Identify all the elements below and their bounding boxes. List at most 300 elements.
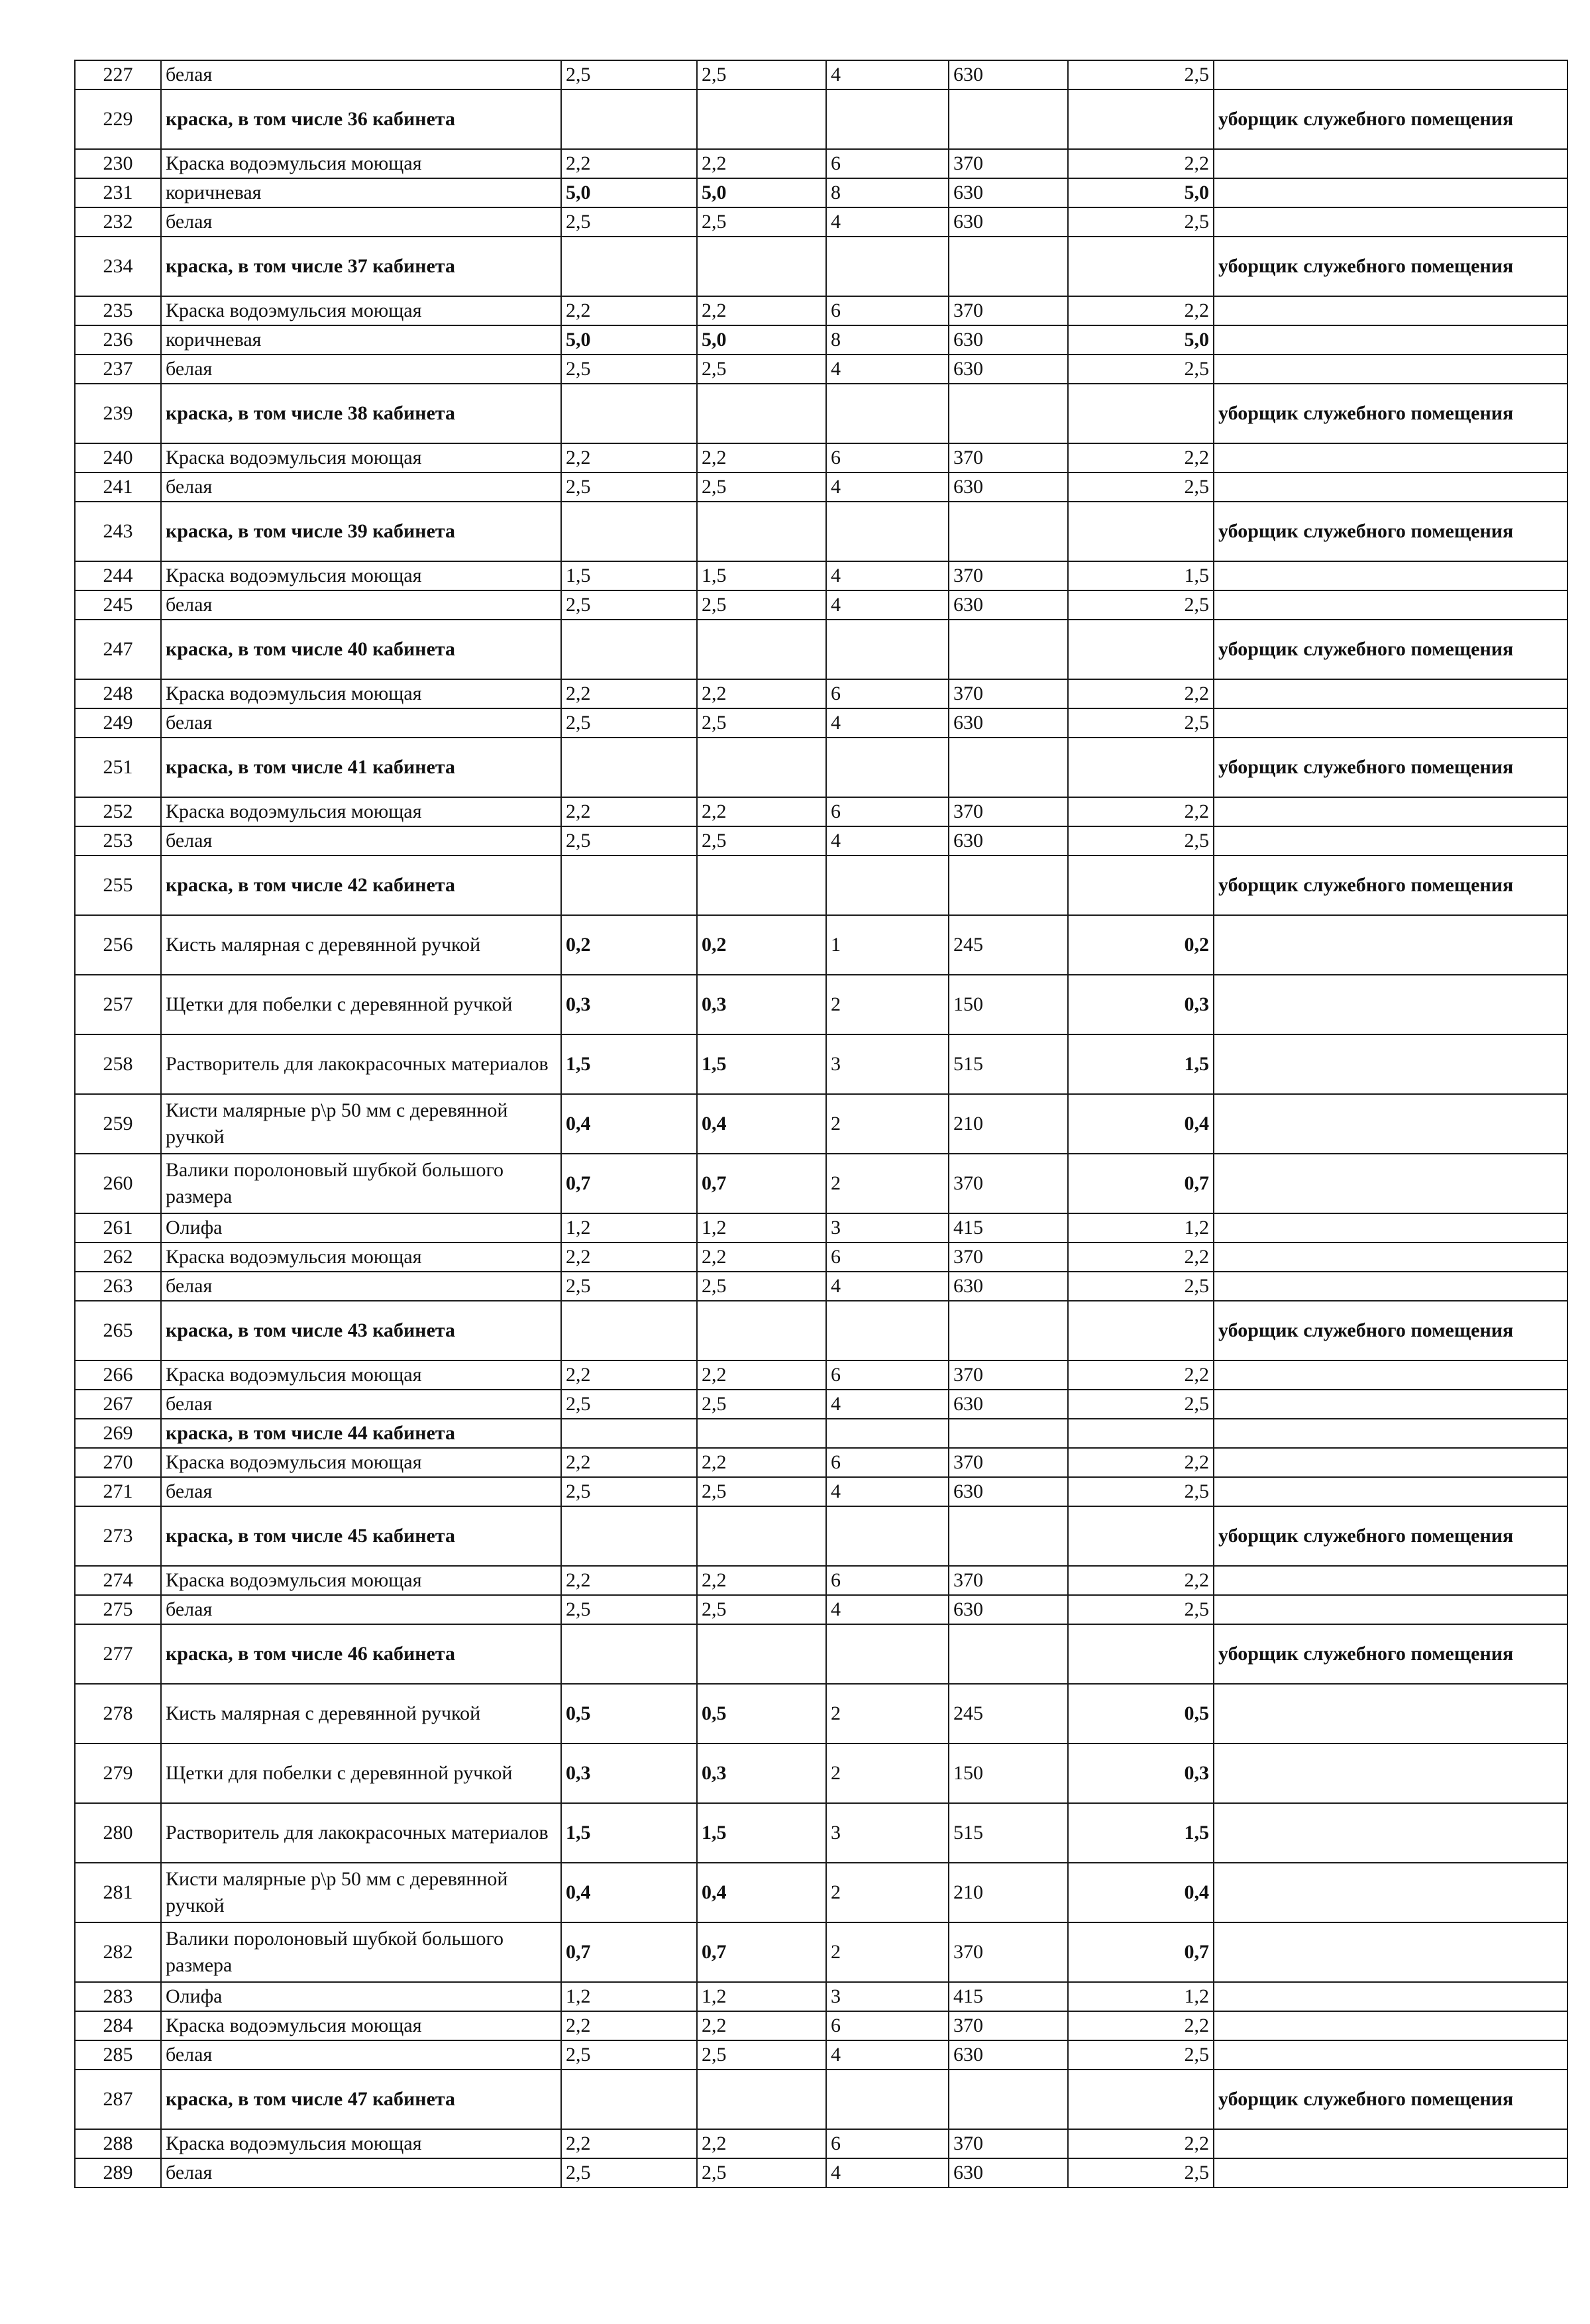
total-cell: 2,5 [1068, 2158, 1214, 2187]
quantity-a-cell [561, 1506, 697, 1566]
row-number-cell: 249 [75, 708, 161, 738]
note-cell: уборщик служебного помещения [1214, 620, 1567, 679]
quantity-a-cell: 1,2 [561, 1982, 697, 2011]
row-number-cell: 236 [75, 325, 161, 355]
table-row [75, 1922, 1567, 1982]
quantity-c-cell: 2 [826, 975, 949, 1034]
item-name-cell: белая [161, 708, 561, 738]
note-cell [1214, 1595, 1567, 1624]
item-name-cell: Краска водоэмульсия моющая [161, 2129, 561, 2158]
table-row [75, 826, 1567, 856]
item-name-cell: Краска водоэмульсия моющая [161, 443, 561, 472]
price-cell: 370 [949, 1243, 1068, 1272]
total-cell: 2,5 [1068, 826, 1214, 856]
row-number-cell: 283 [75, 1982, 161, 2011]
note-cell [1214, 826, 1567, 856]
item-name-cell: краска, в том числе 43 кабинета [161, 1301, 561, 1360]
row-number-cell: 263 [75, 1272, 161, 1301]
item-name-cell: коричневая [161, 178, 561, 207]
price-cell: 630 [949, 1477, 1068, 1506]
row-number-cell: 289 [75, 2158, 161, 2187]
total-cell: 1,5 [1068, 1034, 1214, 1094]
row-number-cell: 251 [75, 738, 161, 797]
total-cell: 2,5 [1068, 2040, 1214, 2070]
quantity-a-cell: 2,2 [561, 2011, 697, 2040]
quantity-a-cell: 2,5 [561, 1595, 697, 1624]
total-cell: 2,2 [1068, 2129, 1214, 2158]
quantity-a-cell [561, 738, 697, 797]
table-row [75, 590, 1567, 620]
row-number-cell: 255 [75, 856, 161, 915]
row-number-cell: 285 [75, 2040, 161, 2070]
note-cell [1214, 2129, 1567, 2158]
total-cell [1068, 2070, 1214, 2129]
quantity-a-cell [561, 502, 697, 561]
quantity-c-cell [826, 1419, 949, 1448]
quantity-b-cell: 0,7 [697, 1154, 826, 1213]
quantity-a-cell: 2,5 [561, 2158, 697, 2187]
quantity-b-cell: 2,5 [697, 2040, 826, 2070]
table-row [75, 1213, 1567, 1243]
item-name-cell: Краска водоэмульсия моющая [161, 1243, 561, 1272]
item-name-cell: краска, в том числе 46 кабинета [161, 1624, 561, 1684]
total-cell [1068, 89, 1214, 149]
item-name-cell: белая [161, 826, 561, 856]
price-cell: 630 [949, 472, 1068, 502]
note-cell [1214, 1213, 1567, 1243]
row-number-cell: 257 [75, 975, 161, 1034]
note-cell: уборщик служебного помещения [1214, 89, 1567, 149]
quantity-c-cell: 4 [826, 826, 949, 856]
note-cell [1214, 1566, 1567, 1595]
quantity-b-cell [697, 237, 826, 296]
table-row [75, 1448, 1567, 1477]
row-number-cell: 247 [75, 620, 161, 679]
item-name-cell: Олифа [161, 1213, 561, 1243]
quantity-b-cell [697, 384, 826, 443]
quantity-b-cell: 1,5 [697, 1034, 826, 1094]
price-cell: 370 [949, 1566, 1068, 1595]
quantity-a-cell [561, 856, 697, 915]
total-cell: 0,5 [1068, 1684, 1214, 1743]
row-number-cell: 256 [75, 915, 161, 975]
table-section-header-row [75, 1624, 1567, 1684]
quantity-b-cell [697, 502, 826, 561]
table-section-header-row [75, 620, 1567, 679]
note-cell [1214, 207, 1567, 237]
table-row [75, 355, 1567, 384]
quantity-a-cell: 0,4 [561, 1863, 697, 1922]
table-section-header-row [75, 89, 1567, 149]
note-cell: уборщик служебного помещения [1214, 1301, 1567, 1360]
quantity-b-cell [697, 1506, 826, 1566]
quantity-c-cell: 3 [826, 1803, 949, 1863]
price-cell: 370 [949, 797, 1068, 826]
item-name-cell: белая [161, 1272, 561, 1301]
table-section-header-row [75, 1419, 1567, 1448]
item-name-cell: коричневая [161, 325, 561, 355]
table-section-header-row [75, 856, 1567, 915]
quantity-a-cell: 2,5 [561, 826, 697, 856]
row-number-cell: 265 [75, 1301, 161, 1360]
note-cell: уборщик служебного помещения [1214, 237, 1567, 296]
table-row [75, 2158, 1567, 2187]
quantity-a-cell: 2,2 [561, 1566, 697, 1595]
row-number-cell: 269 [75, 1419, 161, 1448]
note-cell [1214, 708, 1567, 738]
total-cell [1068, 1301, 1214, 1360]
price-cell: 210 [949, 1863, 1068, 1922]
note-cell [1214, 1863, 1567, 1922]
quantity-c-cell [826, 1506, 949, 1566]
item-name-cell: краска, в том числе 47 кабинета [161, 2070, 561, 2129]
row-number-cell: 245 [75, 590, 161, 620]
quantity-b-cell: 0,2 [697, 915, 826, 975]
quantity-a-cell: 2,5 [561, 590, 697, 620]
table-row [75, 1863, 1567, 1922]
item-name-cell: Краска водоэмульсия моющая [161, 1360, 561, 1390]
note-cell [1214, 2011, 1567, 2040]
item-name-cell: Щетки для побелки с деревянной ручкой [161, 1743, 561, 1803]
row-number-cell: 252 [75, 797, 161, 826]
note-cell [1214, 178, 1567, 207]
quantity-b-cell: 2,5 [697, 1595, 826, 1624]
total-cell: 2,2 [1068, 797, 1214, 826]
row-number-cell: 262 [75, 1243, 161, 1272]
item-name-cell: Растворитель для лакокрасочных материалов [161, 1803, 561, 1863]
total-cell: 0,2 [1068, 915, 1214, 975]
quantity-c-cell: 6 [826, 149, 949, 178]
item-name-cell: Краска водоэмульсия моющая [161, 1566, 561, 1595]
quantity-a-cell: 2,5 [561, 1390, 697, 1419]
price-cell: 370 [949, 1154, 1068, 1213]
quantity-a-cell [561, 237, 697, 296]
row-number-cell: 229 [75, 89, 161, 149]
total-cell: 0,3 [1068, 975, 1214, 1034]
note-cell [1214, 975, 1567, 1034]
quantity-b-cell: 2,2 [697, 1360, 826, 1390]
quantity-b-cell: 2,5 [697, 355, 826, 384]
total-cell: 2,2 [1068, 1360, 1214, 1390]
quantity-b-cell: 5,0 [697, 178, 826, 207]
quantity-a-cell [561, 384, 697, 443]
quantity-b-cell: 5,0 [697, 325, 826, 355]
quantity-c-cell [826, 237, 949, 296]
price-cell [949, 2070, 1068, 2129]
price-cell [949, 1506, 1068, 1566]
note-cell [1214, 561, 1567, 590]
price-cell: 415 [949, 1982, 1068, 2011]
quantity-c-cell: 4 [826, 472, 949, 502]
quantity-b-cell: 1,2 [697, 1982, 826, 2011]
row-number-cell: 280 [75, 1803, 161, 1863]
quantity-b-cell: 2,5 [697, 1477, 826, 1506]
quantity-a-cell: 2,2 [561, 797, 697, 826]
quantity-b-cell [697, 2070, 826, 2129]
total-cell: 2,5 [1068, 60, 1214, 89]
quantity-b-cell [697, 856, 826, 915]
quantity-c-cell: 6 [826, 2129, 949, 2158]
quantity-b-cell [697, 738, 826, 797]
note-cell [1214, 590, 1567, 620]
row-number-cell: 284 [75, 2011, 161, 2040]
quantity-a-cell: 5,0 [561, 325, 697, 355]
note-cell [1214, 1477, 1567, 1506]
table-row [75, 1154, 1567, 1213]
table-row [75, 472, 1567, 502]
table-row [75, 325, 1567, 355]
total-cell: 0,4 [1068, 1094, 1214, 1154]
row-number-cell: 241 [75, 472, 161, 502]
table-row [75, 1272, 1567, 1301]
price-cell: 245 [949, 915, 1068, 975]
quantity-b-cell: 1,5 [697, 561, 826, 590]
quantity-c-cell: 8 [826, 325, 949, 355]
price-cell [949, 1624, 1068, 1684]
quantity-c-cell: 8 [826, 178, 949, 207]
quantity-b-cell [697, 89, 826, 149]
quantity-c-cell: 6 [826, 1243, 949, 1272]
note-cell [1214, 443, 1567, 472]
quantity-c-cell [826, 1624, 949, 1684]
note-cell [1214, 679, 1567, 708]
price-cell: 415 [949, 1213, 1068, 1243]
quantity-a-cell: 2,5 [561, 207, 697, 237]
quantity-c-cell: 4 [826, 590, 949, 620]
item-name-cell: белая [161, 1595, 561, 1624]
price-cell: 370 [949, 1360, 1068, 1390]
table-row [75, 2040, 1567, 2070]
quantity-a-cell: 2,5 [561, 60, 697, 89]
quantity-c-cell: 4 [826, 355, 949, 384]
table-section-header-row [75, 738, 1567, 797]
price-cell: 370 [949, 679, 1068, 708]
note-cell [1214, 296, 1567, 325]
price-cell: 630 [949, 207, 1068, 237]
table-section-header-row [75, 384, 1567, 443]
table-row [75, 1743, 1567, 1803]
total-cell: 2,5 [1068, 207, 1214, 237]
total-cell [1068, 738, 1214, 797]
item-name-cell: белая [161, 1477, 561, 1506]
table-row [75, 1982, 1567, 2011]
item-name-cell: белая [161, 472, 561, 502]
table-row [75, 1595, 1567, 1624]
item-name-cell: Валики поролоновый шубкой большого размера [161, 1922, 561, 1982]
price-cell: 630 [949, 2158, 1068, 2187]
total-cell: 5,0 [1068, 178, 1214, 207]
table-row [75, 1803, 1567, 1863]
item-name-cell: Кисти малярные р\р 50 мм с деревянной ручкой [161, 1094, 561, 1154]
price-cell: 370 [949, 2011, 1068, 2040]
quantity-b-cell: 2,2 [697, 2011, 826, 2040]
quantity-c-cell: 2 [826, 1922, 949, 1982]
price-cell: 370 [949, 2129, 1068, 2158]
row-number-cell: 235 [75, 296, 161, 325]
table-row [75, 561, 1567, 590]
item-name-cell: краска, в том числе 38 кабинета [161, 384, 561, 443]
quantity-c-cell [826, 2070, 949, 2129]
row-number-cell: 261 [75, 1213, 161, 1243]
quantity-b-cell: 2,5 [697, 207, 826, 237]
note-cell [1214, 472, 1567, 502]
price-cell: 630 [949, 826, 1068, 856]
note-cell [1214, 149, 1567, 178]
note-cell [1214, 797, 1567, 826]
quantity-c-cell [826, 738, 949, 797]
quantity-a-cell: 0,3 [561, 1743, 697, 1803]
price-cell: 515 [949, 1803, 1068, 1863]
item-name-cell: белая [161, 590, 561, 620]
quantity-a-cell: 2,2 [561, 1243, 697, 1272]
table-row [75, 915, 1567, 975]
table-row [75, 708, 1567, 738]
note-cell [1214, 2040, 1567, 2070]
price-cell: 630 [949, 355, 1068, 384]
note-cell [1214, 325, 1567, 355]
row-number-cell: 274 [75, 1566, 161, 1595]
total-cell: 1,2 [1068, 1982, 1214, 2011]
quantity-a-cell [561, 2070, 697, 2129]
item-name-cell: Олифа [161, 1982, 561, 2011]
price-cell: 370 [949, 1448, 1068, 1477]
price-cell: 630 [949, 1272, 1068, 1301]
quantity-a-cell: 0,7 [561, 1154, 697, 1213]
quantity-b-cell: 0,4 [697, 1094, 826, 1154]
quantity-a-cell: 2,5 [561, 2040, 697, 2070]
note-cell [1214, 1034, 1567, 1094]
item-name-cell: Кисть малярная с деревянной ручкой [161, 1684, 561, 1743]
table-row [75, 975, 1567, 1034]
note-cell [1214, 2158, 1567, 2187]
quantity-c-cell [826, 384, 949, 443]
price-cell [949, 1301, 1068, 1360]
quantity-a-cell [561, 1301, 697, 1360]
price-cell: 630 [949, 1595, 1068, 1624]
price-cell: 630 [949, 325, 1068, 355]
row-number-cell: 258 [75, 1034, 161, 1094]
quantity-a-cell [561, 1419, 697, 1448]
row-number-cell: 288 [75, 2129, 161, 2158]
quantity-c-cell [826, 856, 949, 915]
price-cell: 630 [949, 590, 1068, 620]
note-cell: уборщик служебного помещения [1214, 2070, 1567, 2129]
row-number-cell: 240 [75, 443, 161, 472]
quantity-c-cell: 6 [826, 443, 949, 472]
quantity-b-cell: 0,5 [697, 1684, 826, 1743]
item-name-cell: краска, в том числе 36 кабинета [161, 89, 561, 149]
item-name-cell: Кисть малярная с деревянной ручкой [161, 915, 561, 975]
quantity-c-cell: 6 [826, 1448, 949, 1477]
item-name-cell: краска, в том числе 42 кабинета [161, 856, 561, 915]
quantity-c-cell: 2 [826, 1154, 949, 1213]
quantity-c-cell: 3 [826, 1213, 949, 1243]
quantity-c-cell [826, 1301, 949, 1360]
table-row [75, 1094, 1567, 1154]
quantity-c-cell: 2 [826, 1863, 949, 1922]
item-name-cell: Краска водоэмульсия моющая [161, 2011, 561, 2040]
quantity-a-cell: 0,3 [561, 975, 697, 1034]
price-cell [949, 89, 1068, 149]
quantity-a-cell: 2,5 [561, 708, 697, 738]
price-cell: 370 [949, 443, 1068, 472]
quantity-c-cell: 4 [826, 1272, 949, 1301]
table-body [75, 60, 1567, 2187]
note-cell: уборщик служебного помещения [1214, 738, 1567, 797]
quantity-b-cell: 2,5 [697, 60, 826, 89]
quantity-a-cell: 2,5 [561, 1272, 697, 1301]
quantity-c-cell: 6 [826, 679, 949, 708]
quantity-c-cell: 3 [826, 1034, 949, 1094]
note-cell [1214, 1684, 1567, 1743]
table-row [75, 1243, 1567, 1272]
quantity-a-cell: 5,0 [561, 178, 697, 207]
table-row [75, 1684, 1567, 1743]
price-cell [949, 856, 1068, 915]
row-number-cell: 227 [75, 60, 161, 89]
quantity-b-cell: 1,5 [697, 1803, 826, 1863]
quantity-c-cell: 4 [826, 708, 949, 738]
row-number-cell: 270 [75, 1448, 161, 1477]
quantity-c-cell: 4 [826, 2040, 949, 2070]
row-number-cell: 260 [75, 1154, 161, 1213]
quantity-c-cell: 6 [826, 1566, 949, 1595]
quantity-a-cell: 2,2 [561, 443, 697, 472]
item-name-cell: белая [161, 2158, 561, 2187]
note-cell: уборщик служебного помещения [1214, 856, 1567, 915]
note-cell [1214, 1272, 1567, 1301]
row-number-cell: 231 [75, 178, 161, 207]
row-number-cell: 253 [75, 826, 161, 856]
row-number-cell: 248 [75, 679, 161, 708]
price-cell: 245 [949, 1684, 1068, 1743]
table-row [75, 1360, 1567, 1390]
quantity-c-cell [826, 89, 949, 149]
quantity-b-cell: 2,2 [697, 1448, 826, 1477]
total-cell [1068, 502, 1214, 561]
row-number-cell: 281 [75, 1863, 161, 1922]
quantity-b-cell: 2,2 [697, 1566, 826, 1595]
item-name-cell: Краска водоэмульсия моющая [161, 149, 561, 178]
row-number-cell: 277 [75, 1624, 161, 1684]
table-row [75, 1566, 1567, 1595]
price-cell: 370 [949, 149, 1068, 178]
row-number-cell: 287 [75, 2070, 161, 2129]
quantity-a-cell: 1,5 [561, 1803, 697, 1863]
note-cell [1214, 1922, 1567, 1982]
quantity-c-cell: 4 [826, 561, 949, 590]
total-cell: 2,5 [1068, 472, 1214, 502]
price-cell: 370 [949, 1922, 1068, 1982]
note-cell [1214, 60, 1567, 89]
row-number-cell: 239 [75, 384, 161, 443]
price-cell: 630 [949, 1390, 1068, 1419]
note-cell [1214, 915, 1567, 975]
item-name-cell: Краска водоэмульсия моющая [161, 679, 561, 708]
table-section-header-row [75, 237, 1567, 296]
row-number-cell: 244 [75, 561, 161, 590]
note-cell [1214, 1982, 1567, 2011]
price-cell: 630 [949, 2040, 1068, 2070]
row-number-cell: 273 [75, 1506, 161, 1566]
quantity-a-cell: 2,2 [561, 1448, 697, 1477]
quantity-c-cell: 3 [826, 1982, 949, 2011]
total-cell: 0,7 [1068, 1154, 1214, 1213]
quantity-a-cell: 0,2 [561, 915, 697, 975]
total-cell [1068, 856, 1214, 915]
note-cell [1214, 1243, 1567, 1272]
item-name-cell: Кисти малярные р\р 50 мм с деревянной ручкой [161, 1863, 561, 1922]
